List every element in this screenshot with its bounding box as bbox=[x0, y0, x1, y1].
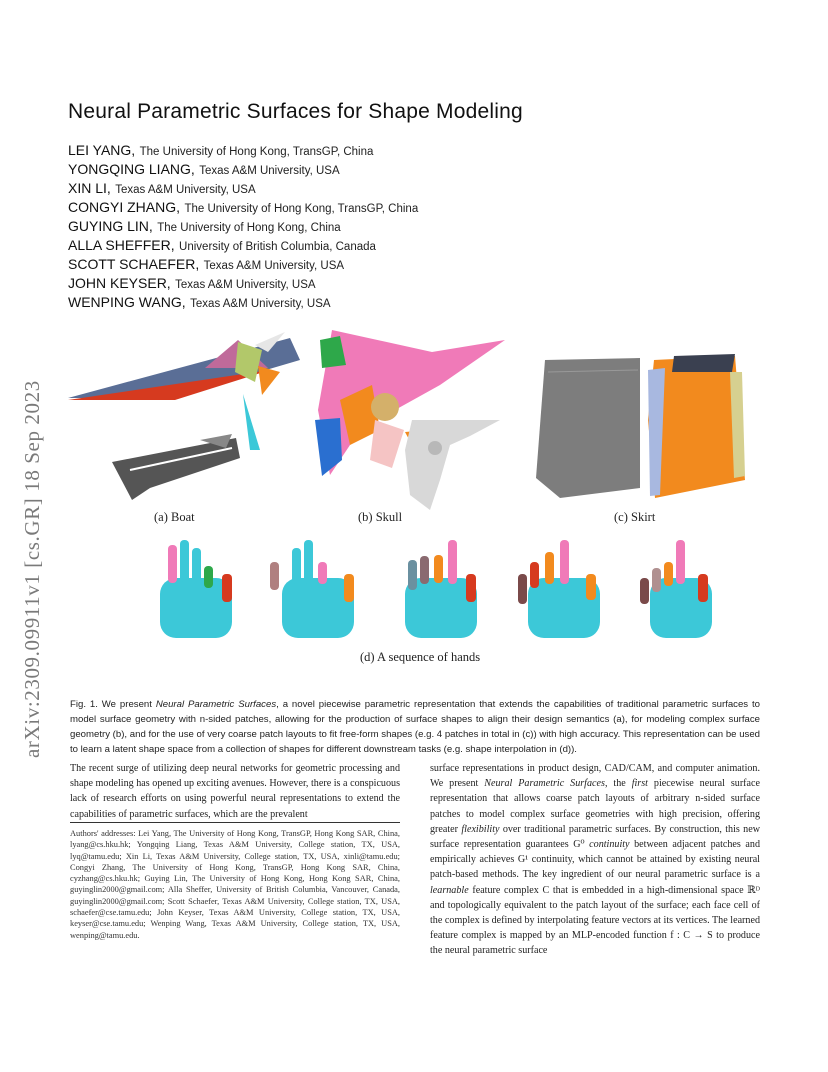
author-line bbox=[68, 198, 418, 217]
author-addresses-footnote: Authors' addresses: Lei Yang, The University of Hong Kong, TransGP, Hong Kong SAR, China, lyang@cs.hku.hk; Yongqing Liang, Texas A&M University, College station, TX, USA, lyq@tamu.edu; Xin Li, Texas A&M University, College station, TX, USA, xinli@tamu.edu; Congyi Zhang, The University of Hong Kong, TransGP, Hong Kong SAR, China, cyzhang@cs.hku.hk; Guying Lin, The University of Hong Kong, Hong Kong SAR, China, guyinglin2000@gmail.com; Alla Sheffer, University of British Columbia, Vancouver, Canada, guyinglin2000@gmail.com; Scott Schaefer, Texas A&M University, College station, TX, USA, schaefer@cse.tamu.edu; John Keyser, Texas A&M University, College station, TX, USA, keyser@cse.tamu.edu; Wenping Wang, Texas A&M University, College station, TX, USA, wenping@tamu.edu. bbox=[70, 829, 400, 940]
body-text: over traditional parametric surfaces. By construction, this new surface representation guarantees G⁰ bbox=[430, 823, 760, 851]
body-text: between adjacent patches and empirically achieves G¹ continuity, which cannot be attained by existing neural patch-based methods. The key ingredient of our neural parametric surface is a bbox=[430, 839, 760, 881]
author-affiliation: The University of Hong Kong, China bbox=[157, 222, 341, 234]
body-text: surface representations in product design, CAD/CAM, and computer animation. We present bbox=[430, 763, 760, 790]
author-name: WENPING WANG, bbox=[68, 294, 186, 310]
author-name: XIN LI, bbox=[68, 180, 111, 196]
author-name: JOHN KEYSER, bbox=[68, 275, 171, 291]
body-emphasis: first bbox=[631, 778, 648, 790]
author-name: ALLA SHEFFER, bbox=[68, 237, 175, 253]
author-affiliation: The University of Hong Kong, TransGP, China bbox=[139, 146, 374, 158]
body-emphasis: flexibility bbox=[461, 823, 500, 835]
skull-gray-render bbox=[405, 420, 500, 510]
hand-3-render bbox=[405, 540, 477, 638]
author-affiliation: Texas A&M University, USA bbox=[190, 298, 331, 310]
body-emphasis: learnable bbox=[430, 884, 469, 896]
author-line bbox=[68, 236, 418, 255]
author-line bbox=[68, 141, 418, 160]
author-line bbox=[68, 179, 418, 198]
author-name: LEI YANG, bbox=[68, 142, 136, 158]
author-name: YONGQING LIANG, bbox=[68, 161, 195, 177]
arxiv-stamp: arXiv:2309.09911v1 [cs.GR] 18 Sep 2023 bbox=[20, 380, 44, 758]
teaser-figure-graphics bbox=[0, 320, 828, 670]
author-affiliation: The University of Hong Kong, TransGP, China bbox=[184, 203, 419, 215]
author-affiliation: Texas A&M University, USA bbox=[115, 184, 256, 196]
paper-title: Neural Parametric Surfaces for Shape Modeling bbox=[68, 100, 523, 123]
body-left-column: The recent surge of utilizing deep neural networks for geometric processing and shape modeling has opened up exciting avenues. However, there is a conspicuous lack of research efforts on using powerful neural representations to extend the capabilities of parametric surfaces, which are the prevalent bbox=[70, 763, 400, 820]
figure-caption bbox=[70, 697, 760, 757]
figure-label-skirt: (c) Skirt bbox=[614, 510, 656, 524]
author-affiliation: Texas A&M University, USA bbox=[175, 279, 316, 291]
author-affiliation: Texas A&M University, USA bbox=[199, 165, 340, 177]
author-name: CONGYI ZHANG, bbox=[68, 199, 181, 215]
hand-1-render bbox=[160, 540, 232, 638]
boat-wire-render bbox=[112, 434, 240, 500]
footnote-rule bbox=[70, 822, 400, 823]
skirt-scan-render bbox=[536, 358, 640, 498]
author-line bbox=[68, 217, 418, 236]
body-right-column bbox=[430, 761, 760, 959]
teaser-figure bbox=[0, 320, 828, 670]
author-line bbox=[68, 274, 418, 293]
hand-2-render bbox=[270, 540, 354, 638]
hand-4-render bbox=[518, 540, 600, 638]
figure-label-hands: (d) A sequence of hands bbox=[360, 650, 481, 664]
author-name: SCOTT SCHAEFER, bbox=[68, 256, 200, 272]
author-affiliation: Texas A&M University, USA bbox=[203, 260, 345, 272]
body-emphasis: Neural Parametric Surfaces bbox=[484, 778, 605, 790]
caption-emphasis: Neural Parametric Surfaces bbox=[155, 699, 277, 710]
figure-label-boat: (a) Boat bbox=[154, 510, 195, 524]
caption-prefix: Fig. 1. We present bbox=[70, 699, 156, 710]
figure-label-skull: (b) Skull bbox=[358, 510, 403, 524]
body-text: piecewise neural surface representation that allows coarse patch layouts of arbitrary n-sided surface patches to model complex surface geometries with high precision, offering greater bbox=[430, 778, 760, 835]
caption-text: , a novel piecewise parametric representation that extends the capabilities of traditional parametric surfaces to model surface geometry with n-sided patches, allowing for the production of surface shapes to align their design semantics (a), for modeling complex surface geometry (b), and for the use of very coarse patch layouts to fit free-form shapes (e.g. 4 patches in total in (c)) with high accuracy. This representation can be used to learn a latent shape space from a collection of shapes for different downstream tasks (e.g. shape interpolation in (d)). bbox=[70, 699, 761, 755]
author-line bbox=[68, 255, 418, 274]
author-name: GUYING LIN, bbox=[68, 218, 153, 234]
author-affiliation: University of British Columbia, Canada bbox=[179, 241, 376, 253]
author-list bbox=[68, 141, 418, 312]
skirt-patch-render bbox=[648, 354, 745, 498]
hand-5-render bbox=[640, 540, 712, 638]
author-line bbox=[68, 293, 418, 312]
body-text: feature complex C that is embedded in a high-dimensional space ℝᴰ and topologically equivalent to the patch layout of the surface; each face cell of the complex is defined by interpolating feature vectors at its vertices. The learned feature complex is mapped by an MLP-encoded function f : C → S to produce the neural parametric surface bbox=[430, 884, 760, 957]
body-text: , the bbox=[604, 778, 632, 790]
author-line bbox=[68, 160, 418, 179]
body-emphasis: continuity bbox=[589, 839, 630, 851]
boat-colored-render bbox=[68, 332, 300, 450]
